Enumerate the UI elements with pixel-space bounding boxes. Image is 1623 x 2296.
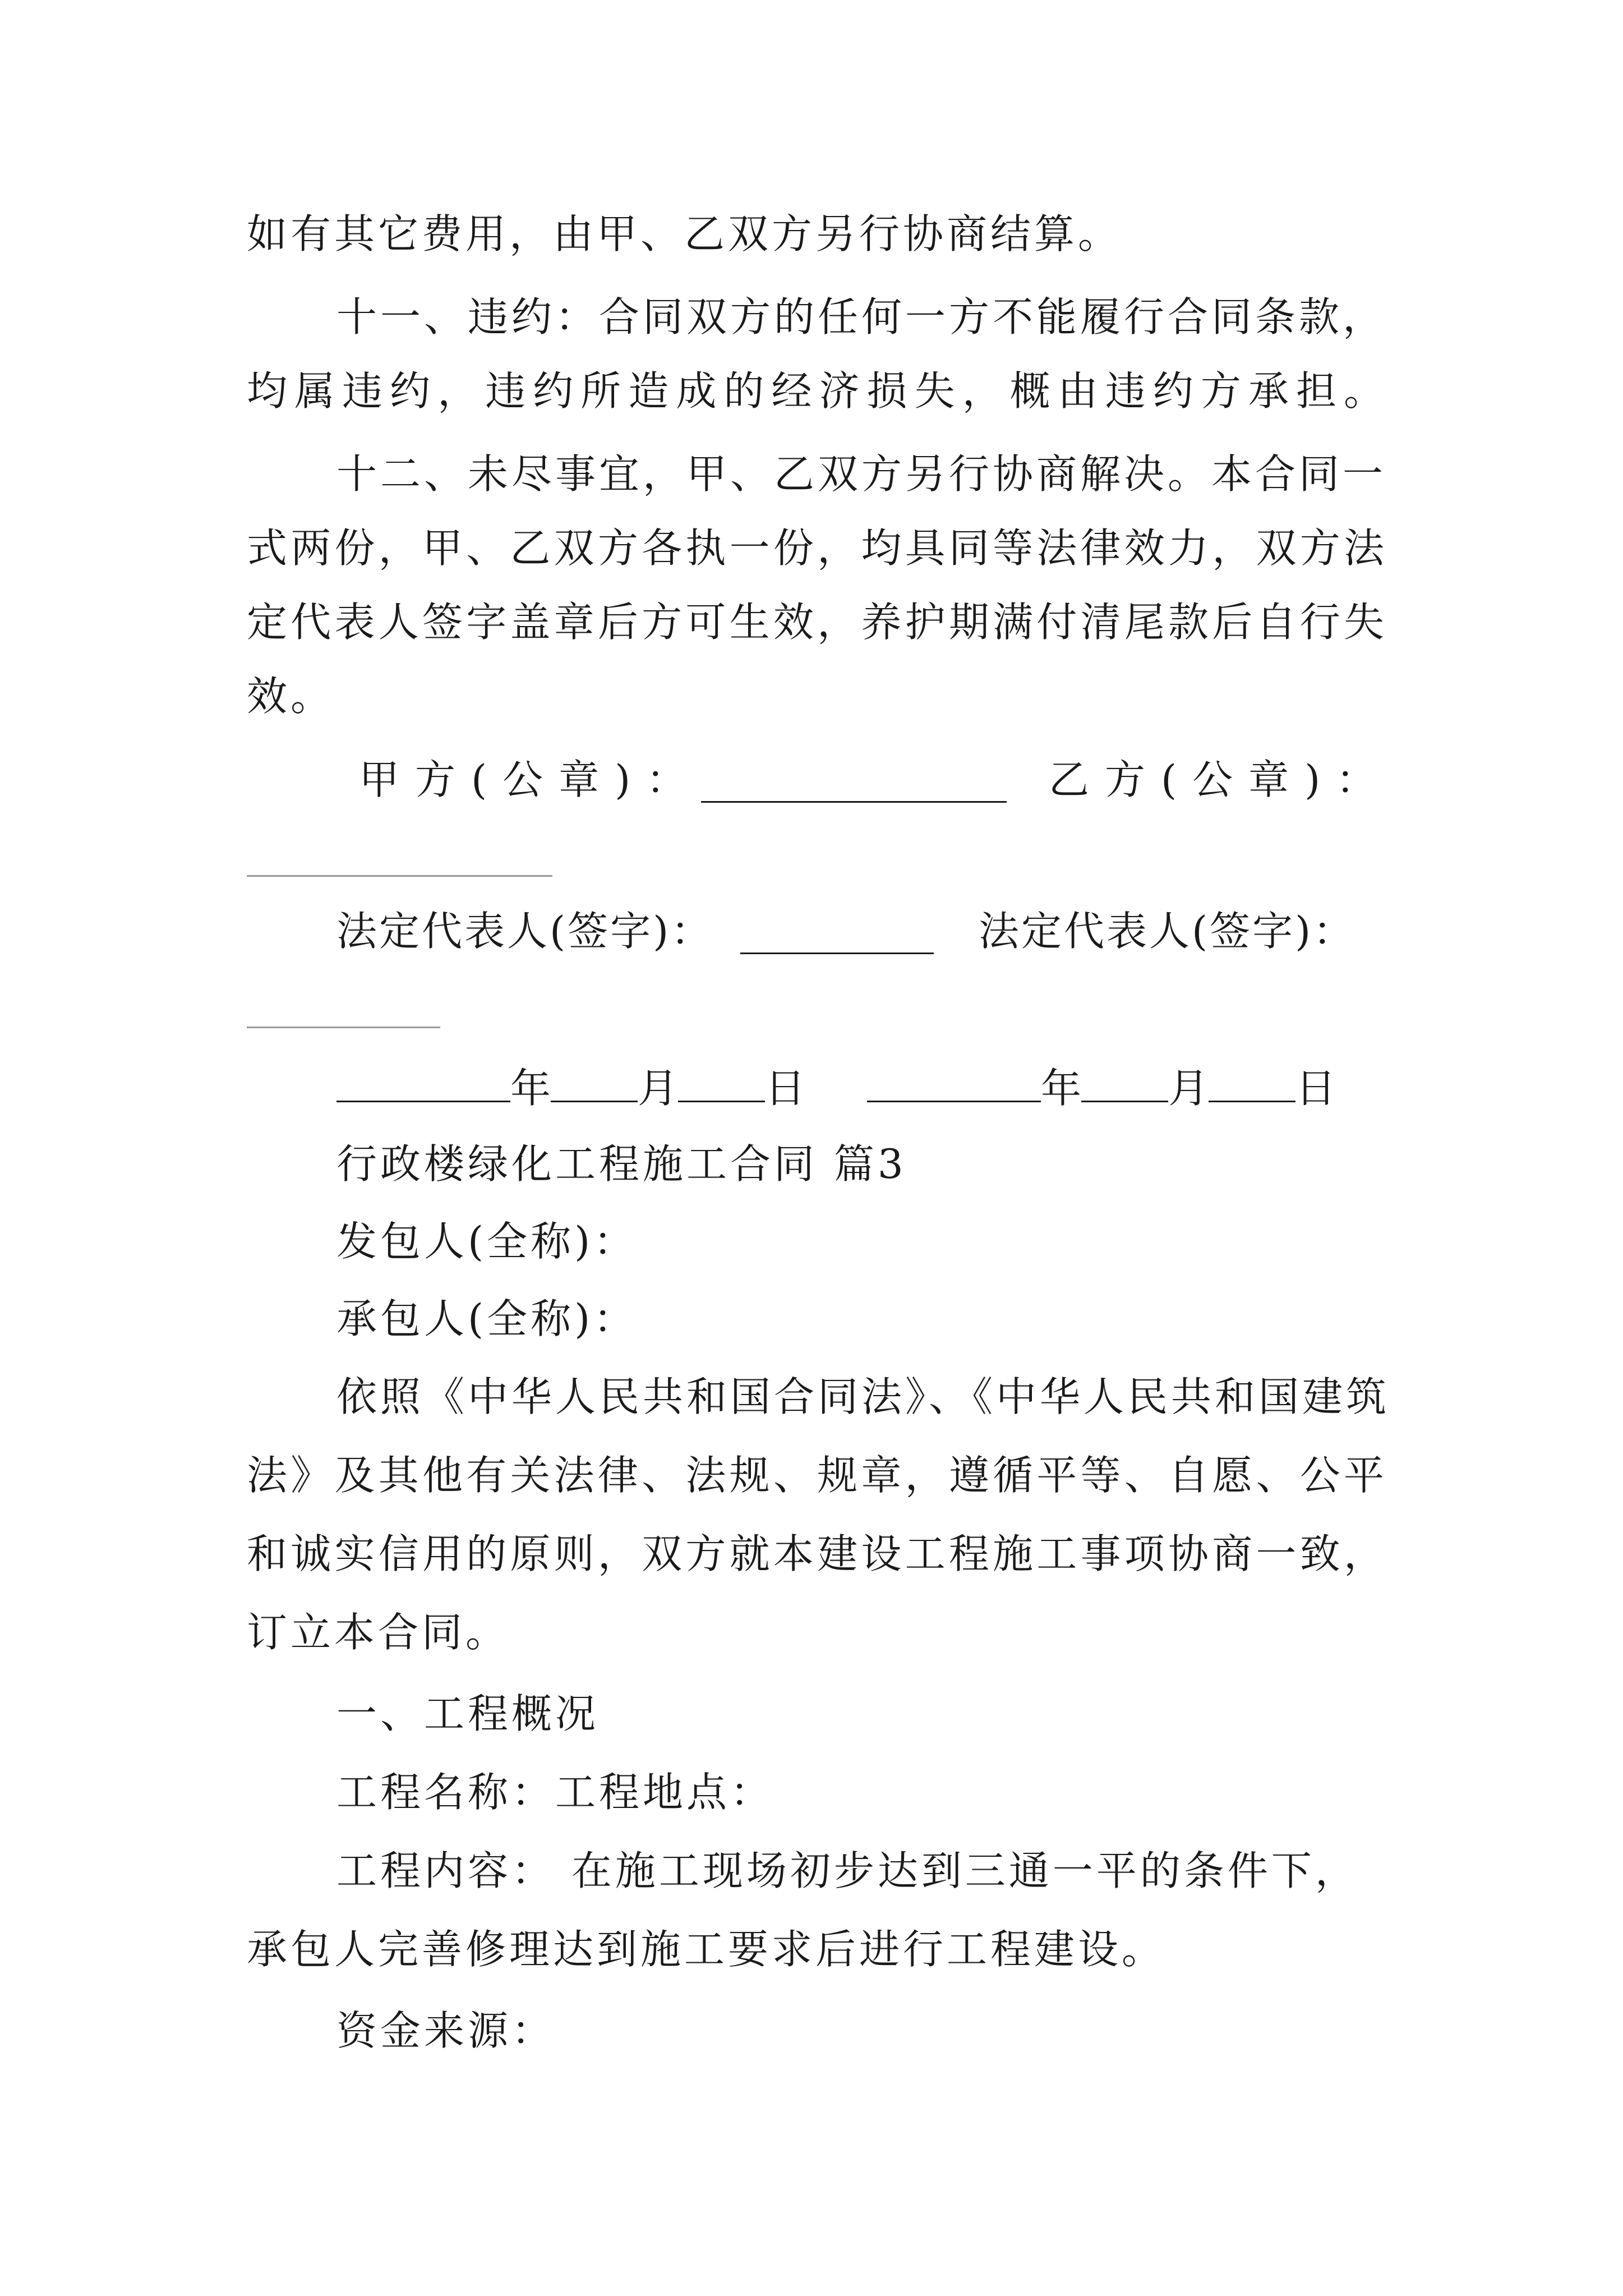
day-label: 日 [1295, 1065, 1336, 1112]
party-a-seal-label: 甲方(公章)： [359, 756, 703, 803]
basis-line-3: 和诚实信用的原则，双方就本建设工程施工事项协商一致， [247, 1530, 1387, 1577]
clause-11-line-2: 均属违约，违约所造成的经济损失，概由违约方承担。 [247, 367, 1387, 415]
funding-source: 资金来源： [336, 2007, 556, 2054]
party-b-seal-label: 乙方(公章)： [1049, 756, 1393, 803]
party-b-month-blank[interactable] [1081, 1066, 1168, 1102]
basis-line-4: 订立本合同。 [247, 1609, 510, 1656]
year-label: 年 [510, 1065, 551, 1112]
project-content-line-1: 工程内容： 在施工现场初步达到三通一平的条件下， [336, 1847, 1359, 1894]
party-a-day-blank[interactable] [678, 1066, 765, 1102]
party-b-rep-blank[interactable] [247, 1027, 440, 1028]
clause-12-line-3: 定代表人签字盖章后方可生效，养护期满付清尾款后自行失 [247, 599, 1387, 646]
party-b-seal-blank[interactable] [247, 875, 552, 877]
month-label: 月 [638, 1065, 679, 1112]
date-row [336, 1063, 1336, 1114]
paragraph-other-fees: 如有其它费用，由甲、乙双方另行协商结算。 [247, 210, 1122, 257]
project-name-location: 工程名称：工程地点： [336, 1769, 774, 1816]
party-a-rep-blank[interactable] [740, 953, 934, 954]
clause-12-line-2: 式两份，甲、乙双方各执一份，均具同等法律效力，双方法 [247, 524, 1387, 572]
month-label: 月 [1168, 1065, 1209, 1112]
basis-line-1: 依照《中华人民共和国合同法》、《中华人民共和国建筑 [336, 1373, 1390, 1420]
employer-label: 发包人(全称)： [336, 1218, 638, 1265]
party-a-seal-blank[interactable] [701, 801, 1007, 803]
party-a-month-blank[interactable] [551, 1066, 638, 1102]
clause-12-line-1: 十二、未尽事宜，甲、乙双方另行协商解决。本合同一 [336, 450, 1387, 498]
day-label: 日 [765, 1065, 806, 1112]
clause-11-line-1: 十一、违约：合同双方的任何一方不能履行合同条款， [336, 293, 1387, 341]
party-a-year-blank[interactable] [336, 1066, 510, 1102]
project-content-line-2: 承包人完善修理达到施工要求后进行工程建设。 [247, 1926, 1166, 1973]
clause-12-line-4: 效。 [247, 673, 335, 720]
party-b-year-blank[interactable] [867, 1066, 1041, 1102]
party-a-rep-label: 法定代表人(签字)： [336, 908, 714, 955]
party-b-day-blank[interactable] [1209, 1066, 1295, 1102]
section-title: 行政楼绿化工程施工合同 篇3 [336, 1140, 907, 1188]
basis-line-2: 法》及其他有关法律、法规、规章，遵循平等、自愿、公平 [247, 1452, 1387, 1499]
year-label: 年 [1041, 1065, 1082, 1112]
party-b-rep-label: 法定代表人(签字)： [979, 908, 1356, 955]
heading-project-overview: 一、工程概况 [336, 1690, 600, 1737]
contractor-label: 承包人(全称)： [336, 1295, 638, 1342]
